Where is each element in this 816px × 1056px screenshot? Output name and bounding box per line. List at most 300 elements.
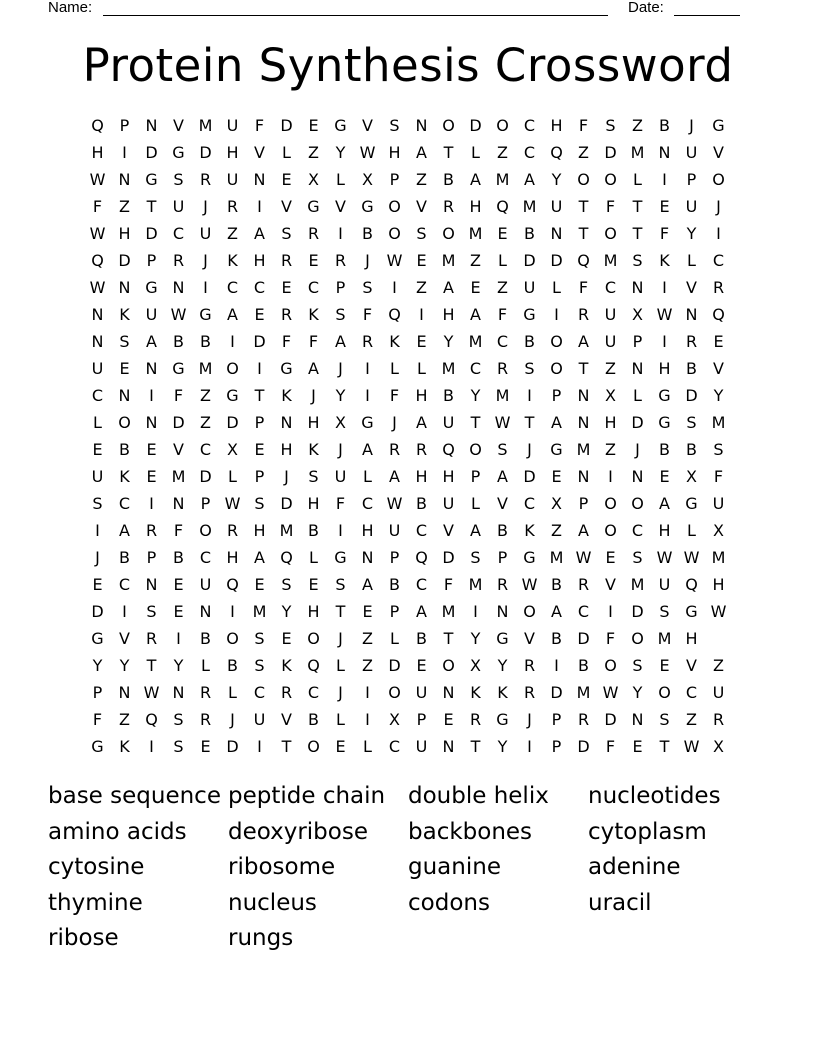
grid-letter: P bbox=[119, 116, 130, 135]
grid-letter: N bbox=[145, 359, 158, 378]
word-bank-item: deoxyribose bbox=[228, 818, 368, 845]
grid-letter: C bbox=[253, 278, 266, 297]
grid-letter: X bbox=[686, 467, 697, 486]
grid-letter: L bbox=[336, 170, 345, 189]
grid-letter: A bbox=[362, 575, 373, 594]
grid-letter: N bbox=[172, 683, 185, 702]
grid-letter: V bbox=[173, 116, 184, 135]
grid-letter: V bbox=[524, 629, 535, 648]
grid-letter: C bbox=[118, 494, 131, 513]
grid-letter: C bbox=[577, 602, 590, 621]
grid-letter: S bbox=[254, 656, 265, 675]
grid-letter: O bbox=[307, 629, 320, 648]
grid-letter: D bbox=[388, 656, 401, 675]
grid-letter: A bbox=[254, 548, 265, 567]
grid-letter: Z bbox=[308, 143, 319, 162]
grid-letter: O bbox=[604, 224, 617, 243]
grid-letter: S bbox=[335, 305, 346, 324]
grid-letter: M bbox=[198, 116, 213, 135]
grid-letter: Z bbox=[227, 224, 238, 243]
grid-letter: R bbox=[415, 440, 428, 459]
grid-letter: E bbox=[308, 251, 319, 270]
grid-letter: S bbox=[119, 332, 130, 351]
grid-letter: L bbox=[471, 143, 480, 162]
grid-letter: V bbox=[686, 278, 697, 297]
grid-letter: N bbox=[631, 467, 644, 486]
grid-letter: A bbox=[443, 278, 454, 297]
grid-letter: I bbox=[554, 656, 559, 675]
grid-letter: P bbox=[389, 170, 400, 189]
grid-letter: X bbox=[605, 386, 616, 405]
grid-letter: J bbox=[527, 440, 532, 459]
grid-letter: N bbox=[550, 224, 563, 243]
grid-letter: D bbox=[550, 251, 563, 270]
grid-letter: G bbox=[361, 413, 374, 432]
grid-letter: L bbox=[633, 386, 642, 405]
grid-letter: C bbox=[226, 278, 239, 297]
grid-letter: E bbox=[308, 575, 319, 594]
grid-letter: P bbox=[578, 494, 589, 513]
grid-letter: M bbox=[495, 170, 510, 189]
grid-letter: D bbox=[145, 224, 158, 243]
grid-letter: G bbox=[172, 359, 185, 378]
grid-letter: O bbox=[658, 683, 671, 702]
grid-letter: Y bbox=[632, 683, 643, 702]
grid-letter: D bbox=[172, 413, 185, 432]
grid-letter: D bbox=[226, 737, 239, 756]
grid-letter: V bbox=[335, 197, 346, 216]
grid-letter: Y bbox=[497, 656, 508, 675]
grid-letter: G bbox=[685, 494, 698, 513]
grid-letter: N bbox=[172, 494, 185, 513]
grid-letter: S bbox=[254, 629, 265, 648]
grid-letter: R bbox=[388, 440, 401, 459]
grid-letter: D bbox=[226, 413, 239, 432]
grid-letter: F bbox=[659, 224, 670, 243]
grid-letter: V bbox=[713, 359, 724, 378]
grid-letter: S bbox=[146, 602, 157, 621]
grid-letter: Q bbox=[577, 251, 590, 270]
grid-letter: M bbox=[711, 413, 726, 432]
grid-letter: R bbox=[226, 197, 239, 216]
grid-letter: E bbox=[173, 575, 184, 594]
grid-letter: H bbox=[307, 413, 320, 432]
grid-letter: L bbox=[687, 521, 696, 540]
grid-letter: K bbox=[119, 305, 130, 324]
grid-letter: I bbox=[149, 737, 154, 756]
grid-letter: M bbox=[279, 521, 294, 540]
grid-letter: F bbox=[497, 305, 508, 324]
grid-letter: W bbox=[386, 251, 403, 270]
grid-row bbox=[84, 382, 732, 409]
grid-letter: I bbox=[419, 305, 424, 324]
grid-row bbox=[84, 355, 732, 382]
grid-letter: M bbox=[171, 467, 186, 486]
grid-letter: K bbox=[281, 656, 292, 675]
grid-letter: R bbox=[145, 521, 158, 540]
grid-letter: E bbox=[416, 332, 427, 351]
grid-letter: V bbox=[119, 629, 130, 648]
grid-letter: I bbox=[716, 224, 721, 243]
grid-letter: U bbox=[226, 116, 239, 135]
grid-letter: I bbox=[365, 359, 370, 378]
grid-letter: B bbox=[443, 386, 454, 405]
grid-letter: Q bbox=[496, 197, 509, 216]
grid-letter: M bbox=[576, 440, 591, 459]
grid-letter: C bbox=[415, 575, 428, 594]
grid-letter: F bbox=[443, 575, 454, 594]
grid-letter: V bbox=[362, 116, 373, 135]
grid-letter: D bbox=[577, 737, 590, 756]
grid-letter: O bbox=[307, 737, 320, 756]
grid-letter: G bbox=[91, 629, 104, 648]
grid-letter: S bbox=[173, 737, 184, 756]
grid-letter: I bbox=[338, 521, 343, 540]
word-bank-item: ribose bbox=[48, 925, 119, 951]
grid-letter: K bbox=[119, 467, 130, 486]
grid-letter: G bbox=[523, 548, 536, 567]
grid-letter: N bbox=[415, 116, 428, 135]
grid-letter: K bbox=[497, 683, 508, 702]
grid-letter: J bbox=[203, 251, 208, 270]
grid-letter: V bbox=[686, 656, 697, 675]
grid-letter: L bbox=[687, 251, 696, 270]
grid-letter: Y bbox=[470, 386, 481, 405]
word-bank-item: backbones bbox=[408, 818, 533, 845]
grid-row bbox=[84, 544, 732, 571]
grid-letter: B bbox=[686, 440, 697, 459]
grid-letter: M bbox=[441, 359, 456, 378]
grid-letter: Q bbox=[550, 143, 563, 162]
grid-letter: O bbox=[550, 332, 563, 351]
grid-letter: S bbox=[659, 710, 670, 729]
grid-letter: C bbox=[307, 683, 320, 702]
grid-letter: D bbox=[199, 143, 212, 162]
grid-letter: B bbox=[200, 332, 211, 351]
grid-letter: A bbox=[308, 359, 319, 378]
grid-letter: Y bbox=[281, 602, 292, 621]
grid-letter: Q bbox=[415, 548, 428, 567]
grid-letter: S bbox=[416, 224, 427, 243]
grid-letter: P bbox=[389, 548, 400, 567]
grid-letter: O bbox=[226, 629, 239, 648]
grid-letter: N bbox=[496, 602, 509, 621]
grid-letter: M bbox=[630, 575, 645, 594]
grid-letter: D bbox=[604, 143, 617, 162]
grid-letter: N bbox=[253, 170, 266, 189]
grid-letter: G bbox=[712, 116, 725, 135]
grid-letter: M bbox=[603, 251, 618, 270]
grid-letter: F bbox=[308, 332, 319, 351]
grid-letter: H bbox=[388, 143, 401, 162]
grid-letter: L bbox=[93, 413, 102, 432]
grid-row bbox=[84, 193, 732, 220]
grid-letter: N bbox=[145, 575, 158, 594]
grid-letter: I bbox=[662, 170, 667, 189]
grid-letter: I bbox=[365, 386, 370, 405]
grid-letter: X bbox=[551, 494, 562, 513]
grid-letter: B bbox=[524, 224, 535, 243]
grid-letter: W bbox=[683, 737, 700, 756]
grid-letter: M bbox=[468, 575, 483, 594]
grid-letter: I bbox=[149, 494, 154, 513]
grid-letter: I bbox=[95, 521, 100, 540]
grid-letter: C bbox=[523, 494, 536, 513]
grid-letter: J bbox=[689, 116, 694, 135]
grid-letter: B bbox=[551, 575, 562, 594]
grid-letter: G bbox=[496, 710, 509, 729]
grid-letter: C bbox=[199, 440, 212, 459]
grid-letter: X bbox=[389, 710, 400, 729]
grid-letter: Q bbox=[145, 710, 158, 729]
grid-row bbox=[84, 652, 732, 679]
grid-row bbox=[84, 571, 732, 598]
grid-letter: P bbox=[146, 548, 157, 567]
grid-letter: N bbox=[658, 143, 671, 162]
grid-letter: P bbox=[254, 413, 265, 432]
grid-letter: C bbox=[415, 521, 428, 540]
grid-letter: V bbox=[416, 197, 427, 216]
grid-letter: I bbox=[203, 278, 208, 297]
grid-letter: T bbox=[578, 224, 589, 243]
grid-letter: Y bbox=[119, 656, 130, 675]
grid-letter: I bbox=[527, 737, 532, 756]
grid-letter: E bbox=[254, 575, 265, 594]
grid-letter: A bbox=[119, 521, 130, 540]
grid-letter: B bbox=[659, 440, 670, 459]
grid-letter: L bbox=[201, 656, 210, 675]
grid-row bbox=[84, 625, 732, 652]
word-bank-item: amino acids bbox=[48, 818, 187, 845]
grid-letter: I bbox=[338, 224, 343, 243]
grid-letter: O bbox=[118, 413, 131, 432]
grid-row bbox=[84, 274, 732, 301]
grid-letter: E bbox=[632, 737, 643, 756]
grid-letter: D bbox=[118, 251, 131, 270]
grid-letter: T bbox=[281, 737, 292, 756]
grid-letter: U bbox=[685, 197, 698, 216]
grid-letter: Z bbox=[605, 359, 616, 378]
grid-row bbox=[84, 220, 732, 247]
grid-letter: Y bbox=[443, 332, 454, 351]
grid-letter: N bbox=[577, 386, 590, 405]
grid-letter: E bbox=[497, 224, 508, 243]
grid-letter: Q bbox=[685, 575, 698, 594]
grid-letter: O bbox=[442, 224, 455, 243]
grid-letter: R bbox=[145, 629, 158, 648]
grid-letter: E bbox=[335, 737, 346, 756]
grid-letter: H bbox=[415, 386, 428, 405]
grid-letter: B bbox=[308, 521, 319, 540]
grid-letter: U bbox=[442, 413, 455, 432]
grid-letter: G bbox=[658, 386, 671, 405]
word-bank-item: cytosine bbox=[48, 854, 145, 880]
grid-letter: A bbox=[578, 521, 589, 540]
grid-letter: E bbox=[713, 332, 724, 351]
grid-letter: J bbox=[95, 548, 100, 567]
grid-letter: C bbox=[469, 359, 482, 378]
grid-letter: O bbox=[604, 656, 617, 675]
grid-letter: A bbox=[578, 332, 589, 351]
grid-letter: J bbox=[527, 710, 532, 729]
grid-letter: E bbox=[146, 467, 157, 486]
word-bank-item: double helix bbox=[408, 783, 549, 809]
grid-letter: Z bbox=[497, 278, 508, 297]
grid-letter: G bbox=[658, 413, 671, 432]
grid-letter: W bbox=[170, 305, 187, 324]
grid-letter: W bbox=[386, 494, 403, 513]
grid-letter: Y bbox=[335, 386, 346, 405]
grid-letter: J bbox=[338, 683, 343, 702]
grid-letter: Y bbox=[686, 224, 697, 243]
grid-letter: U bbox=[442, 494, 455, 513]
grid-letter: Z bbox=[551, 521, 562, 540]
grid-letter: R bbox=[307, 224, 320, 243]
grid-letter: R bbox=[334, 251, 347, 270]
grid-letter: Y bbox=[497, 737, 508, 756]
grid-letter: I bbox=[230, 602, 235, 621]
grid-letter: G bbox=[199, 305, 212, 324]
grid-letter: Z bbox=[362, 656, 373, 675]
grid-letter: O bbox=[442, 116, 455, 135]
grid-letter: D bbox=[604, 710, 617, 729]
word-bank-item: codons bbox=[408, 889, 490, 916]
word-bank-item: ribosome bbox=[228, 854, 336, 880]
grid-letter: N bbox=[172, 278, 185, 297]
grid-letter: D bbox=[91, 602, 104, 621]
grid-letter: M bbox=[522, 197, 537, 216]
grid-letter: E bbox=[308, 116, 319, 135]
grid-letter: E bbox=[92, 575, 103, 594]
grid-letter: S bbox=[173, 170, 184, 189]
grid-letter: I bbox=[392, 278, 397, 297]
grid-letter: J bbox=[338, 359, 343, 378]
grid-letter: O bbox=[631, 494, 644, 513]
grid-letter: C bbox=[523, 116, 536, 135]
grid-letter: U bbox=[199, 575, 212, 594]
grid-letter: N bbox=[118, 683, 131, 702]
grid-letter: K bbox=[227, 251, 238, 270]
grid-letter: I bbox=[662, 278, 667, 297]
grid-letter: U bbox=[604, 332, 617, 351]
grid-letter: B bbox=[200, 629, 211, 648]
grid-letter: R bbox=[361, 332, 374, 351]
grid-letter: N bbox=[91, 305, 104, 324]
grid-letter: G bbox=[334, 548, 347, 567]
grid-letter: X bbox=[227, 440, 238, 459]
grid-letter: R bbox=[523, 683, 536, 702]
grid-row bbox=[84, 598, 732, 625]
grid-letter: Q bbox=[307, 656, 320, 675]
grid-letter: D bbox=[631, 413, 644, 432]
grid-letter: C bbox=[118, 575, 131, 594]
grid-letter: J bbox=[338, 629, 343, 648]
grid-letter: R bbox=[280, 683, 293, 702]
grid-letter: T bbox=[578, 197, 589, 216]
grid-letter: Q bbox=[388, 305, 401, 324]
grid-letter: O bbox=[469, 440, 482, 459]
header-row bbox=[48, 0, 748, 18]
grid-letter: R bbox=[496, 359, 509, 378]
grid-letter: A bbox=[551, 602, 562, 621]
name-field-line bbox=[103, 15, 608, 16]
date-label: Date: bbox=[628, 0, 664, 16]
grid-letter: W bbox=[683, 548, 700, 567]
grid-letter: E bbox=[659, 467, 670, 486]
grid-letter: W bbox=[494, 413, 511, 432]
grid-letter: R bbox=[685, 332, 698, 351]
grid-letter: H bbox=[307, 602, 320, 621]
grid-letter: T bbox=[578, 359, 589, 378]
grid-letter: D bbox=[523, 251, 536, 270]
grid-letter: F bbox=[605, 629, 616, 648]
grid-letter: P bbox=[335, 278, 346, 297]
grid-row bbox=[84, 679, 732, 706]
grid-letter: L bbox=[336, 710, 345, 729]
grid-letter: D bbox=[442, 548, 455, 567]
grid-letter: H bbox=[91, 143, 104, 162]
word-bank-item: guanine bbox=[408, 854, 501, 880]
grid-letter: E bbox=[443, 710, 454, 729]
grid-letter: E bbox=[254, 305, 265, 324]
grid-letter: O bbox=[604, 494, 617, 513]
grid-letter: D bbox=[280, 494, 293, 513]
grid-letter: W bbox=[656, 548, 673, 567]
grid-letter: P bbox=[470, 467, 481, 486]
grid-letter: E bbox=[605, 548, 616, 567]
grid-letter: D bbox=[685, 386, 698, 405]
grid-letter: G bbox=[496, 629, 509, 648]
grid-letter: U bbox=[199, 224, 212, 243]
grid-letter: V bbox=[254, 143, 265, 162]
grid-letter: M bbox=[252, 602, 267, 621]
grid-letter: V bbox=[173, 440, 184, 459]
grid-letter: G bbox=[145, 278, 158, 297]
grid-letter: A bbox=[227, 305, 238, 324]
grid-letter: X bbox=[308, 170, 319, 189]
grid-letter: E bbox=[416, 251, 427, 270]
grid-letter: A bbox=[389, 467, 400, 486]
grid-letter: O bbox=[388, 683, 401, 702]
grid-letter: O bbox=[604, 521, 617, 540]
grid-letter: I bbox=[365, 683, 370, 702]
grid-letter: N bbox=[442, 737, 455, 756]
grid-letter: J bbox=[392, 413, 397, 432]
grid-letter: K bbox=[659, 251, 670, 270]
grid-letter: M bbox=[468, 332, 483, 351]
grid-letter: D bbox=[469, 116, 482, 135]
grid-letter: J bbox=[635, 440, 640, 459]
grid-letter: G bbox=[307, 197, 320, 216]
grid-letter: X bbox=[713, 737, 724, 756]
grid-letter: L bbox=[390, 359, 399, 378]
grid-letter: S bbox=[335, 575, 346, 594]
grid-letter: D bbox=[280, 116, 293, 135]
grid-letter: S bbox=[632, 548, 643, 567]
grid-letter: G bbox=[550, 440, 563, 459]
page-title: Protein Synthesis Crossword bbox=[82, 39, 734, 92]
grid-letter: Z bbox=[605, 440, 616, 459]
grid-letter: F bbox=[605, 737, 616, 756]
grid-letter: O bbox=[442, 656, 455, 675]
grid-letter: F bbox=[92, 710, 103, 729]
grid-letter: B bbox=[119, 440, 130, 459]
grid-letter: I bbox=[176, 629, 181, 648]
grid-letter: U bbox=[712, 683, 725, 702]
grid-letter: H bbox=[469, 197, 482, 216]
grid-letter: A bbox=[470, 521, 481, 540]
grid-letter: Q bbox=[91, 251, 104, 270]
